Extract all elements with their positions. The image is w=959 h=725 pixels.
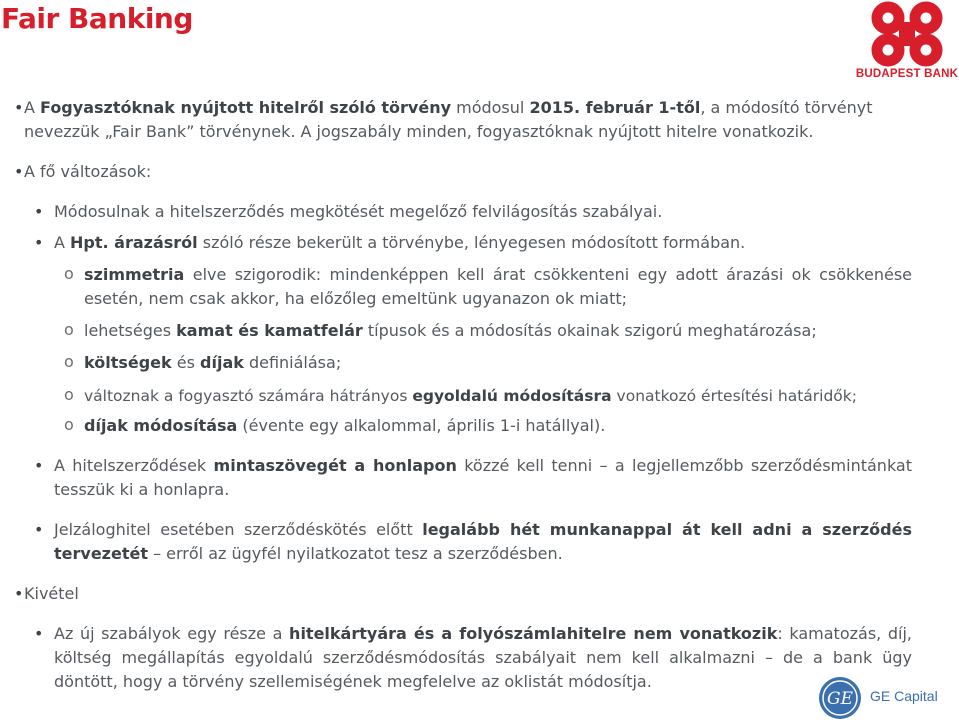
bullet-icon: o [64,352,74,371]
bold-text: hitelkártyára és a folyószámlahitelre nem vonatkozik [289,624,778,643]
text: A [54,233,71,252]
bullet-icon: • [14,162,24,181]
text: A [24,98,41,117]
bullet-icon: o [64,320,74,339]
list-item-3: Módosulnak a hitelszerződés megkötését megelőző felvilágosítás szabályai. [54,202,663,221]
text: Az új szabályok egy része a [54,624,290,643]
text: és [171,353,201,372]
bullet-icon: o [64,385,74,404]
bullet-icon: • [34,456,44,475]
text: közzé kell tenni – a legjellemzőbb szerződésmintánkat tesszük ki a honlapra. [54,456,913,499]
list-item-4 [54,231,934,255]
budapest-bank-logo [855,0,959,90]
bullet-icon: • [14,98,24,117]
bold-text: költségek [84,353,172,372]
list-item-7 [84,351,934,375]
bullet-icon: • [34,520,44,539]
list-item-11 [54,518,912,566]
bold-text: kamat és kamatfelár [176,321,363,340]
text: Jelzáloghitel esetében szerződéskötés előtt [54,520,423,539]
list-item-13 [54,622,912,694]
list-item-1 [24,96,934,144]
text: lehetséges [84,321,177,340]
text: elve szigorodik: mindenképpen kell árat csökkenteni egy adott árazási ok csökkenése esetén, nem csak akkor, ha előzőleg emeltünk ugyanazon ok miatt; [84,265,912,308]
ge-logo-icon [818,676,862,720]
text: módosul [451,98,530,117]
text: (évente egy alkalommal, április 1-i hatállyal). [237,416,606,435]
list-item-10 [54,454,912,502]
list-item-2: A fő változások: [24,162,152,181]
text: szóló része bekerült a törvénybe, lényegesen módosított formában. [197,233,746,252]
bold-text: Hpt. árazásról [70,233,198,252]
text: vonatkozó értesítési határidők; [611,387,857,405]
list-item-9 [84,414,934,438]
bold-text: legalább hét munkanappal át kell adni a szerződés tervezetét [54,520,912,563]
list-item-6 [84,319,934,343]
bullet-icon: • [34,624,44,643]
bold-text: díjak [200,353,244,372]
svg-text:GE: GE [827,689,853,709]
text: – erről az ügyfél nyilatkozatot tesz a szerződésben. [147,544,563,563]
bank-name: BUDAPEST BANK [855,68,959,80]
page-title: Fair Banking [1,2,193,35]
text: definiálása; [243,353,342,372]
bold-text: szimmetria [84,265,185,284]
text: A hitelszerződések [54,456,214,475]
bold-text: mintaszövegét a honlapon [213,456,457,475]
text: típusok és a módosítás okainak szigorú meghatározása; [362,321,817,340]
bold-text: díjak módosítása [84,416,238,435]
list-item-12: Kivétel [24,584,79,603]
list-item-5 [84,263,912,311]
bullet-icon: • [14,584,24,603]
list-item-8 [84,384,944,408]
bullet-icon: • [34,233,44,252]
budapest-bank-emblem-icon [855,0,959,70]
bold-text: egyoldalú módosításra [412,387,612,405]
text: változnak a fogyasztó számára hátrányos [84,387,413,405]
bullet-icon: o [64,264,74,283]
bullet-icon: • [34,202,44,221]
bullet-icon: o [64,415,74,434]
text: : kamatozás, díj, költség megállapítás egyoldalú szerződésmódosítás szabályait nem kell alkalmazni – de a bank ügy döntött, hogy a törvény szellemiségének megfelelve az oklistát módosítja. [54,624,912,691]
bold-text: Fogyasztóknak nyújtott hitelről szóló törvény [40,98,452,117]
bold-text: 2015. február 1-től [529,98,701,117]
text: , a módosító törvényt nevezzük „Fair Bank” törvénynek. A jogszabály minden, fogyasztóknak nyújtott hitelre vonatkozik. [24,98,873,141]
ge-capital-label: GE Capital [870,688,938,704]
